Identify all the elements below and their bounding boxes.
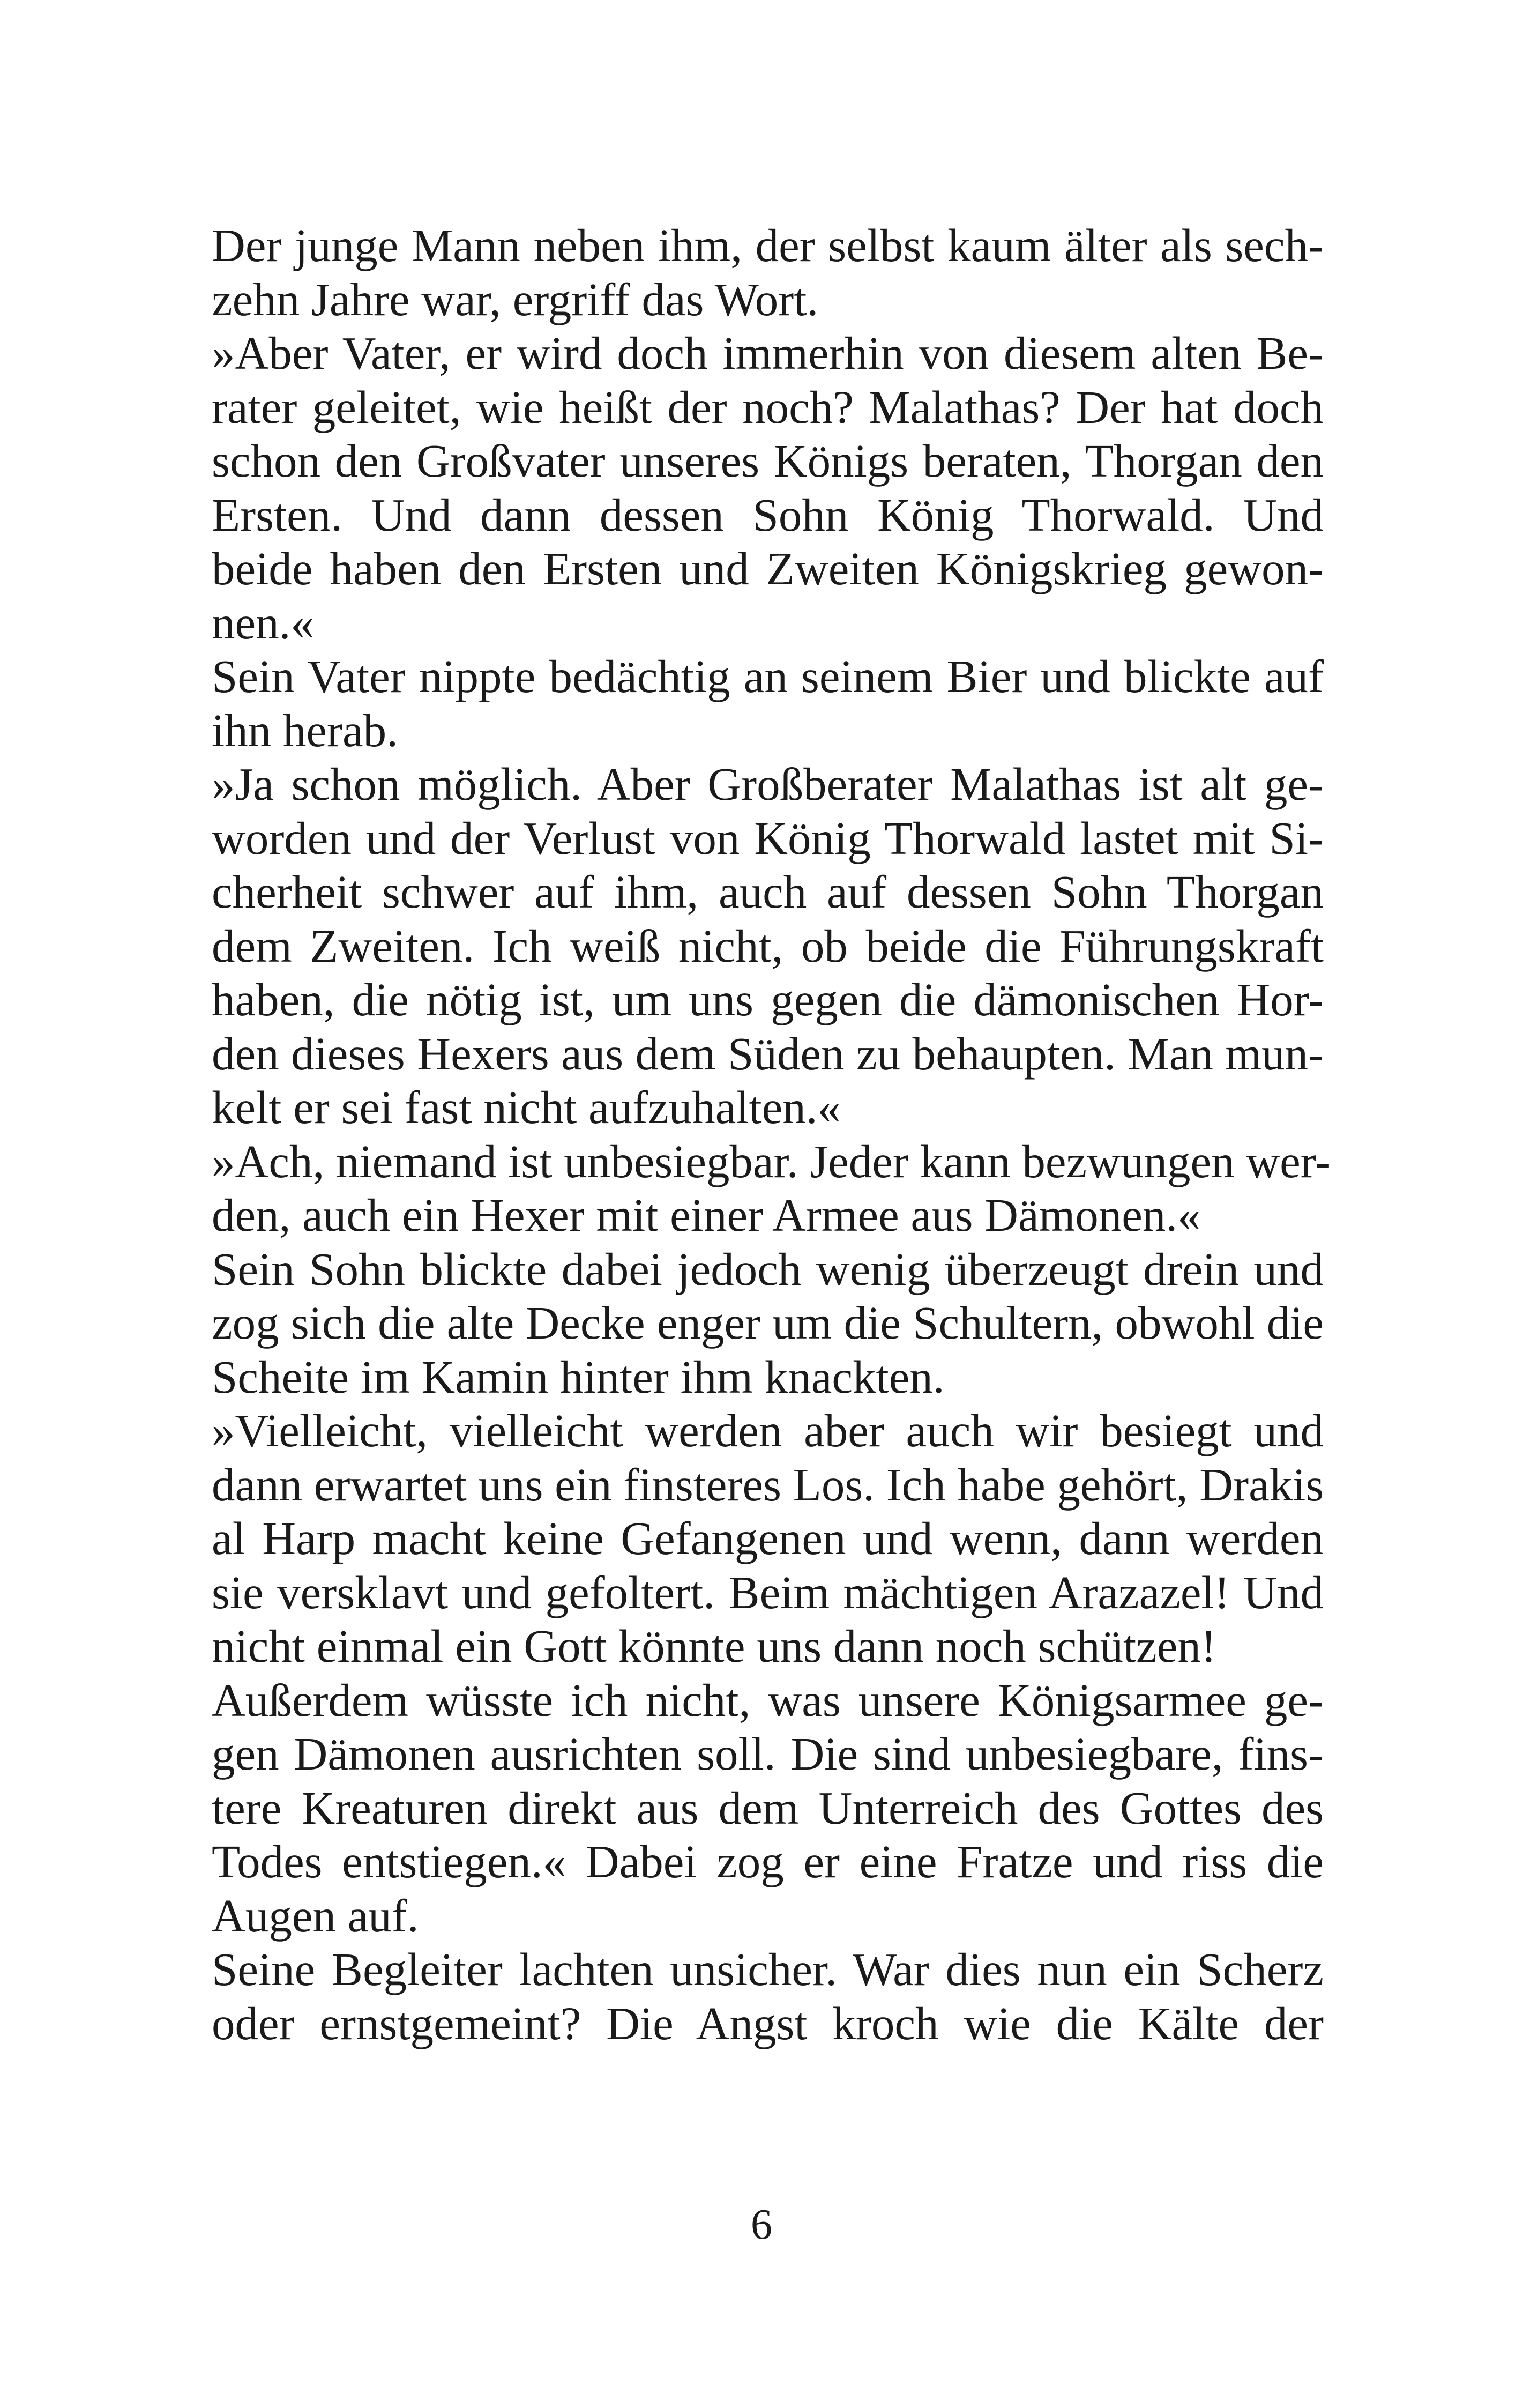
text-line: dann erwartet uns ein finsteres Los. Ich habe gehört, Drakis — [212, 1458, 1324, 1511]
text-line: kelt er sei fast nicht aufzuhalten.« — [212, 1081, 841, 1133]
text-line: Seine Begleiter lachten unsicher. War dies nun ein Scherz — [212, 1943, 1324, 1995]
text-line: »Vielleicht, vielleicht werden aber auch wir besiegt und — [212, 1404, 1324, 1456]
text-line: »Ach, niemand ist unbesiegbar. Jeder kann bezwungen wer- — [212, 1135, 1331, 1187]
text-line: beide haben den Ersten und Zweiten Königskrieg gewon- — [212, 542, 1324, 594]
text-line: Scheite im Kamin hinter ihm knackten. — [212, 1350, 945, 1403]
text-line: Augen auf. — [212, 1889, 419, 1942]
text-line: schon den Großvater unseres Königs beraten, Thorgan den — [212, 435, 1324, 487]
text-line: Todes entstiegen.« Dabei zog er eine Fratze und riss die — [212, 1835, 1324, 1887]
body-text — [212, 219, 1331, 2050]
text-line: den dieses Hexers aus dem Süden zu behaupten. Man mun- — [212, 1027, 1324, 1080]
text-line: zog sich die alte Decke enger um die Schultern, obwohl die — [212, 1297, 1324, 1349]
text-line: al Harp macht keine Gefangenen und wenn, dann werden — [212, 1512, 1324, 1564]
text-line: den, auch ein Hexer mit einer Armee aus Dämonen.« — [212, 1189, 1201, 1241]
text-line: tere Kreaturen direkt aus dem Unterreich des Gottes des — [212, 1781, 1324, 1834]
text-line: rater geleitet, wie heißt der noch? Malathas? Der hat doch — [212, 381, 1324, 433]
text-line: sie versklavt und gefoltert. Beim mächtigen Arazazel! Und — [212, 1566, 1324, 1618]
text-line: oder ernstgemeint? Die Angst kroch wie die Kälte der — [212, 1997, 1324, 2049]
text-line: gen Dämonen ausrichten soll. Die sind unbesiegbare, fins- — [212, 1728, 1324, 1780]
text-line: nicht einmal ein Gott könnte uns dann noch schützen! — [212, 1620, 1216, 1672]
text-line: ihn herab. — [212, 704, 398, 756]
page-number: 6 — [751, 2201, 772, 2248]
text-line: »Ja schon möglich. Aber Großberater Malathas ist alt ge- — [212, 758, 1324, 810]
text-line: cherheit schwer auf ihm, auch auf dessen Sohn Thorgan — [212, 866, 1324, 918]
text-line: »Aber Vater, er wird doch immerhin von diesem alten Be- — [212, 327, 1324, 379]
text-line: Der junge Mann neben ihm, der selbst kaum älter als sech- — [212, 219, 1324, 271]
text-line: Außerdem wüsste ich nicht, was unsere Königsarmee ge- — [212, 1674, 1324, 1726]
text-line: dem Zweiten. Ich weiß nicht, ob beide die Führungskraft — [212, 919, 1324, 972]
text-line: Sein Vater nippte bedächtig an seinem Bier und blickte auf — [212, 650, 1324, 702]
text-line: Sein Sohn blickte dabei jedoch wenig überzeugt drein und — [212, 1243, 1324, 1295]
text-line: Ersten. Und dann dessen Sohn König Thorwald. Und — [212, 488, 1324, 541]
text-line: haben, die nötig ist, um uns gegen die dämonischen Hor- — [212, 973, 1324, 1025]
text-line: zehn Jahre war, ergriff das Wort. — [212, 273, 819, 325]
text-line: nen.« — [212, 596, 314, 649]
text-line: worden und der Verlust von König Thorwald lastet mit Si- — [212, 812, 1324, 864]
